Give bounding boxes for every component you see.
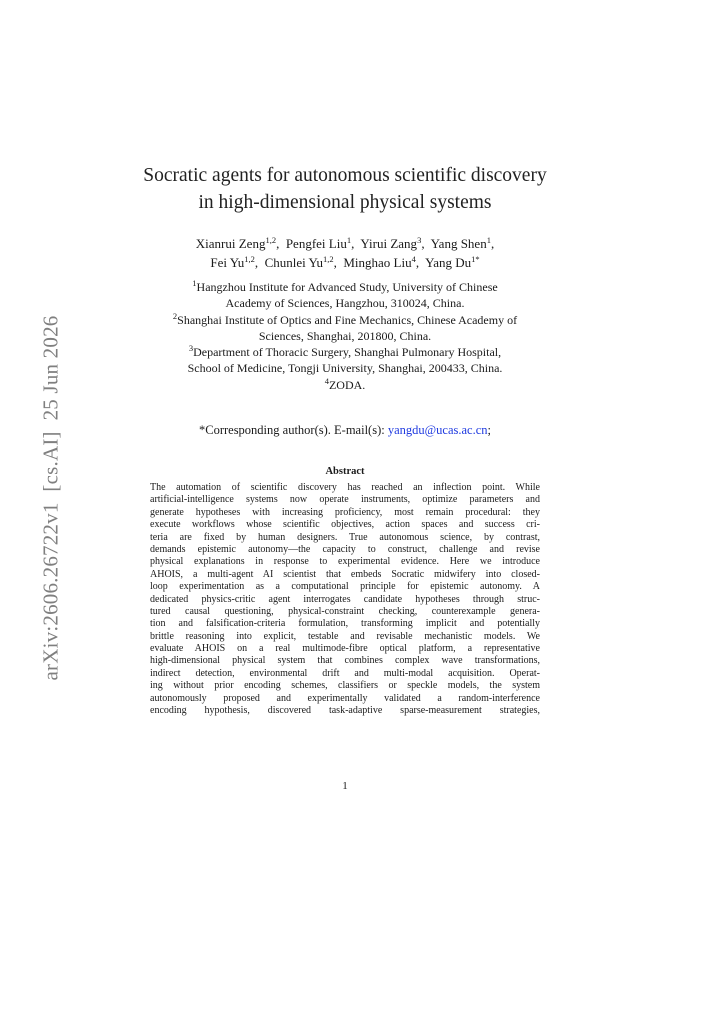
author-list	[120, 234, 570, 272]
author-affil-marker: 1,2	[322, 254, 334, 264]
author-name: Chunlei Yu	[264, 255, 323, 270]
abstract-line: The automation of scientific discovery has reached an inflection point. While	[150, 482, 540, 493]
abstract-line: demands epistemic autonomy—the capacity to construct, challenge and revise	[150, 543, 540, 555]
author-name: Pengfei Liu	[285, 236, 347, 251]
abstract-line: AHOIS, a multi-agent AI scientist that embeds Socratic midwifery into closed-	[150, 568, 540, 580]
author-name: Yirui Zang	[360, 236, 418, 251]
paper-title	[120, 162, 570, 216]
author-name: Yang Shen	[430, 236, 487, 251]
title-line-1: Socratic agents for autonomous scientific discovery	[143, 165, 547, 186]
corresponding-author	[120, 422, 570, 438]
title-line-2: in high-dimensional physical systems	[198, 192, 492, 213]
author-name: Yang Du	[425, 255, 472, 270]
abstract-line: generate hypotheses with increasing proficiency, most remain procedural: they	[150, 506, 540, 518]
affiliation-line: School of Medicine, Tongji University, Shanghai, 200433, China.	[187, 361, 503, 376]
abstract-line: artificial-intelligence systems now operate instruments, optimize parameters and	[150, 494, 540, 506]
abstract-line: execute workflows whose scientific objectives, action spaces and success cri-	[150, 519, 540, 531]
abstract-heading: Abstract	[325, 466, 365, 477]
author-affil-marker: 1	[486, 235, 491, 245]
affiliation-marker: 3	[188, 343, 194, 354]
affiliation-line	[120, 312, 570, 328]
abstract-line: tured causal questioning, physical-constraint checking, counterexample genera-	[150, 605, 540, 617]
abstract-line: evaluate AHOIS on a real multimode-fibre optical platform, a representative	[150, 643, 540, 655]
email-link[interactable]: yangdu@ucas.ac.cn	[387, 423, 488, 437]
corresponding-suffix: ;	[487, 423, 491, 437]
abstract-line: ing without prior encoding schemes, classifiers or speckle models, the system	[150, 680, 540, 692]
author-affil-marker: 1*	[471, 254, 480, 264]
affiliation-text: Department of Thoracic Surgery, Shanghai Pulmonary Hospital,	[193, 345, 502, 360]
author-name: Xianrui Zeng	[195, 236, 266, 251]
affiliation-text: Shanghai Institute of Optics and Fine Mechanics, Chinese Academy of	[177, 312, 518, 327]
author-affil-marker: 1,2	[265, 235, 277, 245]
affiliation-marker: 4	[324, 375, 329, 386]
author-line-2: Fei Yu$^{1,2}$, Chunlei Yu$^{1,2}$, Minghao Liu$^4$, Yang $Du^{1*}$	[210, 254, 480, 270]
author-affil-marker: 4	[411, 254, 416, 264]
author-affil-marker: 3	[417, 235, 422, 245]
abstract-line: brittle reasoning into explicit, testable and revisable mechanistic models. We	[150, 630, 540, 642]
affiliation-line: Sciences, Shanghai, 201800, China.	[258, 328, 432, 343]
abstract-line: tion and falsification-criteria formulation, transforming implicit and potentially	[150, 618, 540, 630]
abstract-line: encoding hypothesis, discovered task-adaptive sparse-measurement strategies,	[150, 705, 540, 717]
abstract-line: physical explanations in response to experimental evidence. Here we introduce	[150, 556, 540, 568]
affiliation-text: ZODA.	[328, 377, 366, 392]
arxiv-identifier	[36, 305, 66, 690]
affiliation-text: Hangzhou Institute for Advanced Study, University of Chinese	[196, 280, 498, 294]
author-line-1: Xianrui Zeng$^{1,2}$, Pengfei Liu$^1$, Yirui Zang$^3$, Yang Shen$^1$,	[195, 235, 495, 251]
arxiv-identifier-text: arXiv:2606.26722v1 [cs.AI] 25 Jun 2026	[38, 315, 63, 680]
affiliation-marker: 1	[192, 278, 197, 288]
affiliation-line: Academy of Sciences, Hangzhou, 310024, China.	[225, 296, 465, 311]
abstract-line: autonomously proposed and experimentally validated a random-interference	[150, 692, 540, 704]
author-affil-marker: 1,2	[244, 254, 255, 264]
affiliation-line	[120, 344, 570, 360]
affiliations	[120, 279, 570, 393]
abstract-line: dedicated physics-critic agent interrogates candidate hypotheses through struc-	[150, 593, 540, 605]
abstract-line: loop experimentation as a computational principle for epistemic autonomy. A	[150, 581, 540, 593]
abstract-body	[150, 482, 540, 717]
affiliation-line	[120, 279, 570, 295]
abstract-line: indirect detection, environmental drift and multi-modal acquisition. Operat-	[150, 667, 540, 679]
abstract-line: teria are fixed by human designers. True autonomous science, by contrast,	[150, 531, 540, 543]
author-affil-marker: 1	[346, 235, 352, 245]
affiliation-line	[120, 377, 570, 393]
affiliation-marker: 2	[172, 310, 178, 321]
page-number: 1	[342, 780, 348, 792]
author-name: Fei Yu	[210, 255, 245, 270]
corresponding-label: *Corresponding author(s). E-mail(s):	[198, 423, 388, 437]
abstract-line: high-dimensional physical system that combines complex wave transformations,	[150, 655, 540, 667]
author-name: Minghao Liu	[343, 255, 412, 270]
